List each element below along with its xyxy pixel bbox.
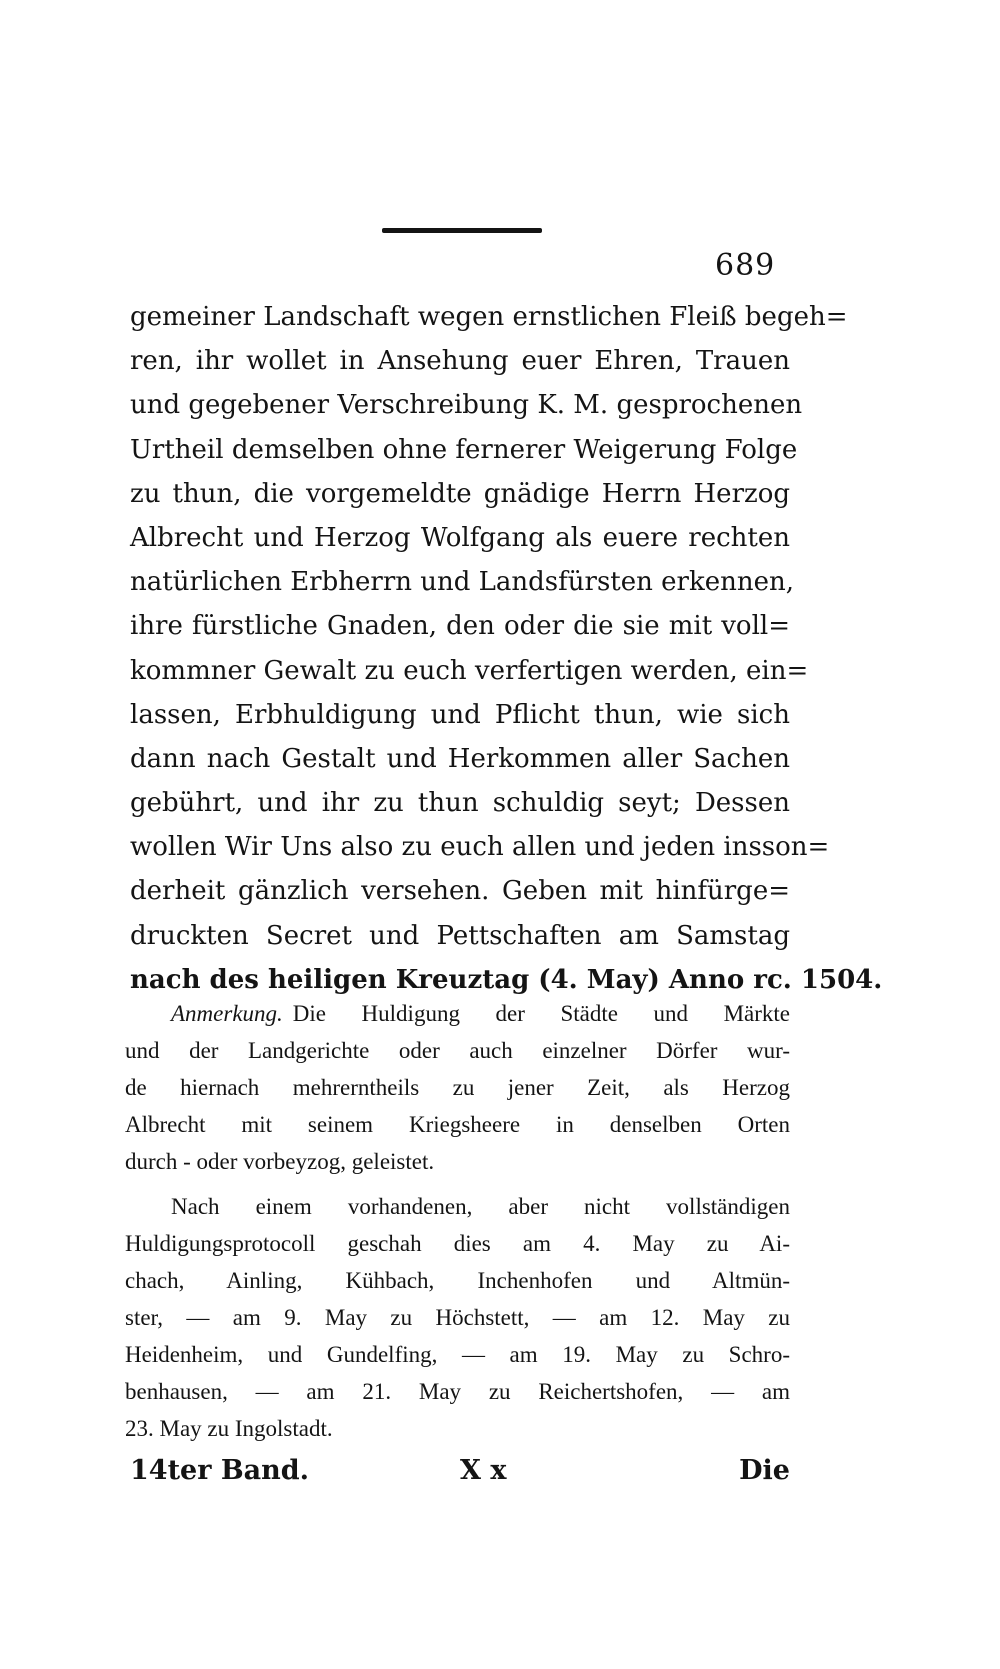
note-line: ster, — am 9. May zu Höchstett, — am 12. May zu bbox=[125, 1305, 790, 1330]
page-footer bbox=[130, 1455, 790, 1495]
note-line: benhausen, — am 21. May zu Reichertshofen, — am bbox=[125, 1379, 790, 1404]
note-line: Anmerkung. Die Huldigung der Städte und Märkte bbox=[171, 1001, 790, 1026]
text-line: gebührt, und ihr zu thun schuldig seyt; Dessen bbox=[130, 788, 790, 819]
text-line: lassen, Erbhuldigung und Pflicht thun, wie sich bbox=[130, 699, 790, 730]
text-line: dann nach Gestalt und Herkommen aller Sachen bbox=[130, 743, 790, 774]
note-label: Anmerkung. bbox=[171, 1001, 283, 1026]
text-line: derheit gänzlich versehen. Geben mit hinfürge= bbox=[130, 876, 790, 907]
signature-mark: X x bbox=[460, 1455, 507, 1486]
note-line: de hiernach mehrerntheils zu jener Zeit, als Herzog bbox=[125, 1075, 790, 1100]
text-line: natürlichen Erbherrn und Landsfürsten erkennen, bbox=[130, 567, 794, 598]
text-line: ihre fürstliche Gnaden, den oder die sie mit voll= bbox=[130, 611, 790, 642]
text-line: Albrecht und Herzog Wolfgang als euere rechten bbox=[130, 522, 790, 553]
text-line: wollen Wir Uns also zu euch allen und jeden insson= bbox=[130, 832, 830, 863]
text-line: nach des heiligen Kreuztag (4. May) Anno rc. 1504. bbox=[130, 964, 883, 995]
text-line: kommner Gewalt zu euch verfertigen werden, ein= bbox=[130, 655, 809, 686]
note-line: chach, Ainling, Kühbach, Inchenhofen und Altmün- bbox=[125, 1268, 790, 1293]
note-line: durch - oder vorbeyzog, geleistet. bbox=[125, 1149, 435, 1174]
note-line: Heidenheim, und Gundelfing, — am 19. May zu Schro- bbox=[125, 1342, 790, 1367]
note-line: Albrecht mit seinem Kriegsheere in denselben Orten bbox=[125, 1112, 790, 1137]
text-line: Urtheil demselben ohne fernerer Weigerung Folge bbox=[130, 434, 798, 465]
header-rule bbox=[382, 228, 542, 233]
text-line: gemeiner Landschaft wegen ernstlichen Fleiß begeh= bbox=[130, 302, 848, 332]
note-line: Nach einem vorhandenen, aber nicht vollständigen bbox=[171, 1194, 790, 1219]
page-number: 689 bbox=[715, 248, 776, 283]
volume-label: 14ter Band. bbox=[130, 1455, 310, 1486]
catchword: Die bbox=[739, 1455, 790, 1486]
notes-block bbox=[125, 995, 790, 1447]
note-line: 23. May zu Ingolstadt. bbox=[125, 1416, 333, 1441]
text-line: druckten Secret und Pettschaften am Samstag bbox=[130, 920, 790, 951]
main-text-block bbox=[130, 295, 883, 1002]
note-line: Huldigungsprotocoll geschah dies am 4. May zu Ai- bbox=[125, 1231, 790, 1256]
text-line: ren, ihr wollet in Ansehung euer Ehren, Trauen bbox=[130, 346, 790, 377]
note-gap bbox=[125, 1180, 790, 1188]
text-line: zu thun, die vorgemeldte gnädige Herrn Herzog bbox=[130, 478, 790, 509]
note-line: und der Landgerichte oder auch einzelner Dörfer wur- bbox=[125, 1038, 790, 1063]
text-line: und gegebener Verschreibung K. M. gesprochenen bbox=[130, 390, 803, 421]
